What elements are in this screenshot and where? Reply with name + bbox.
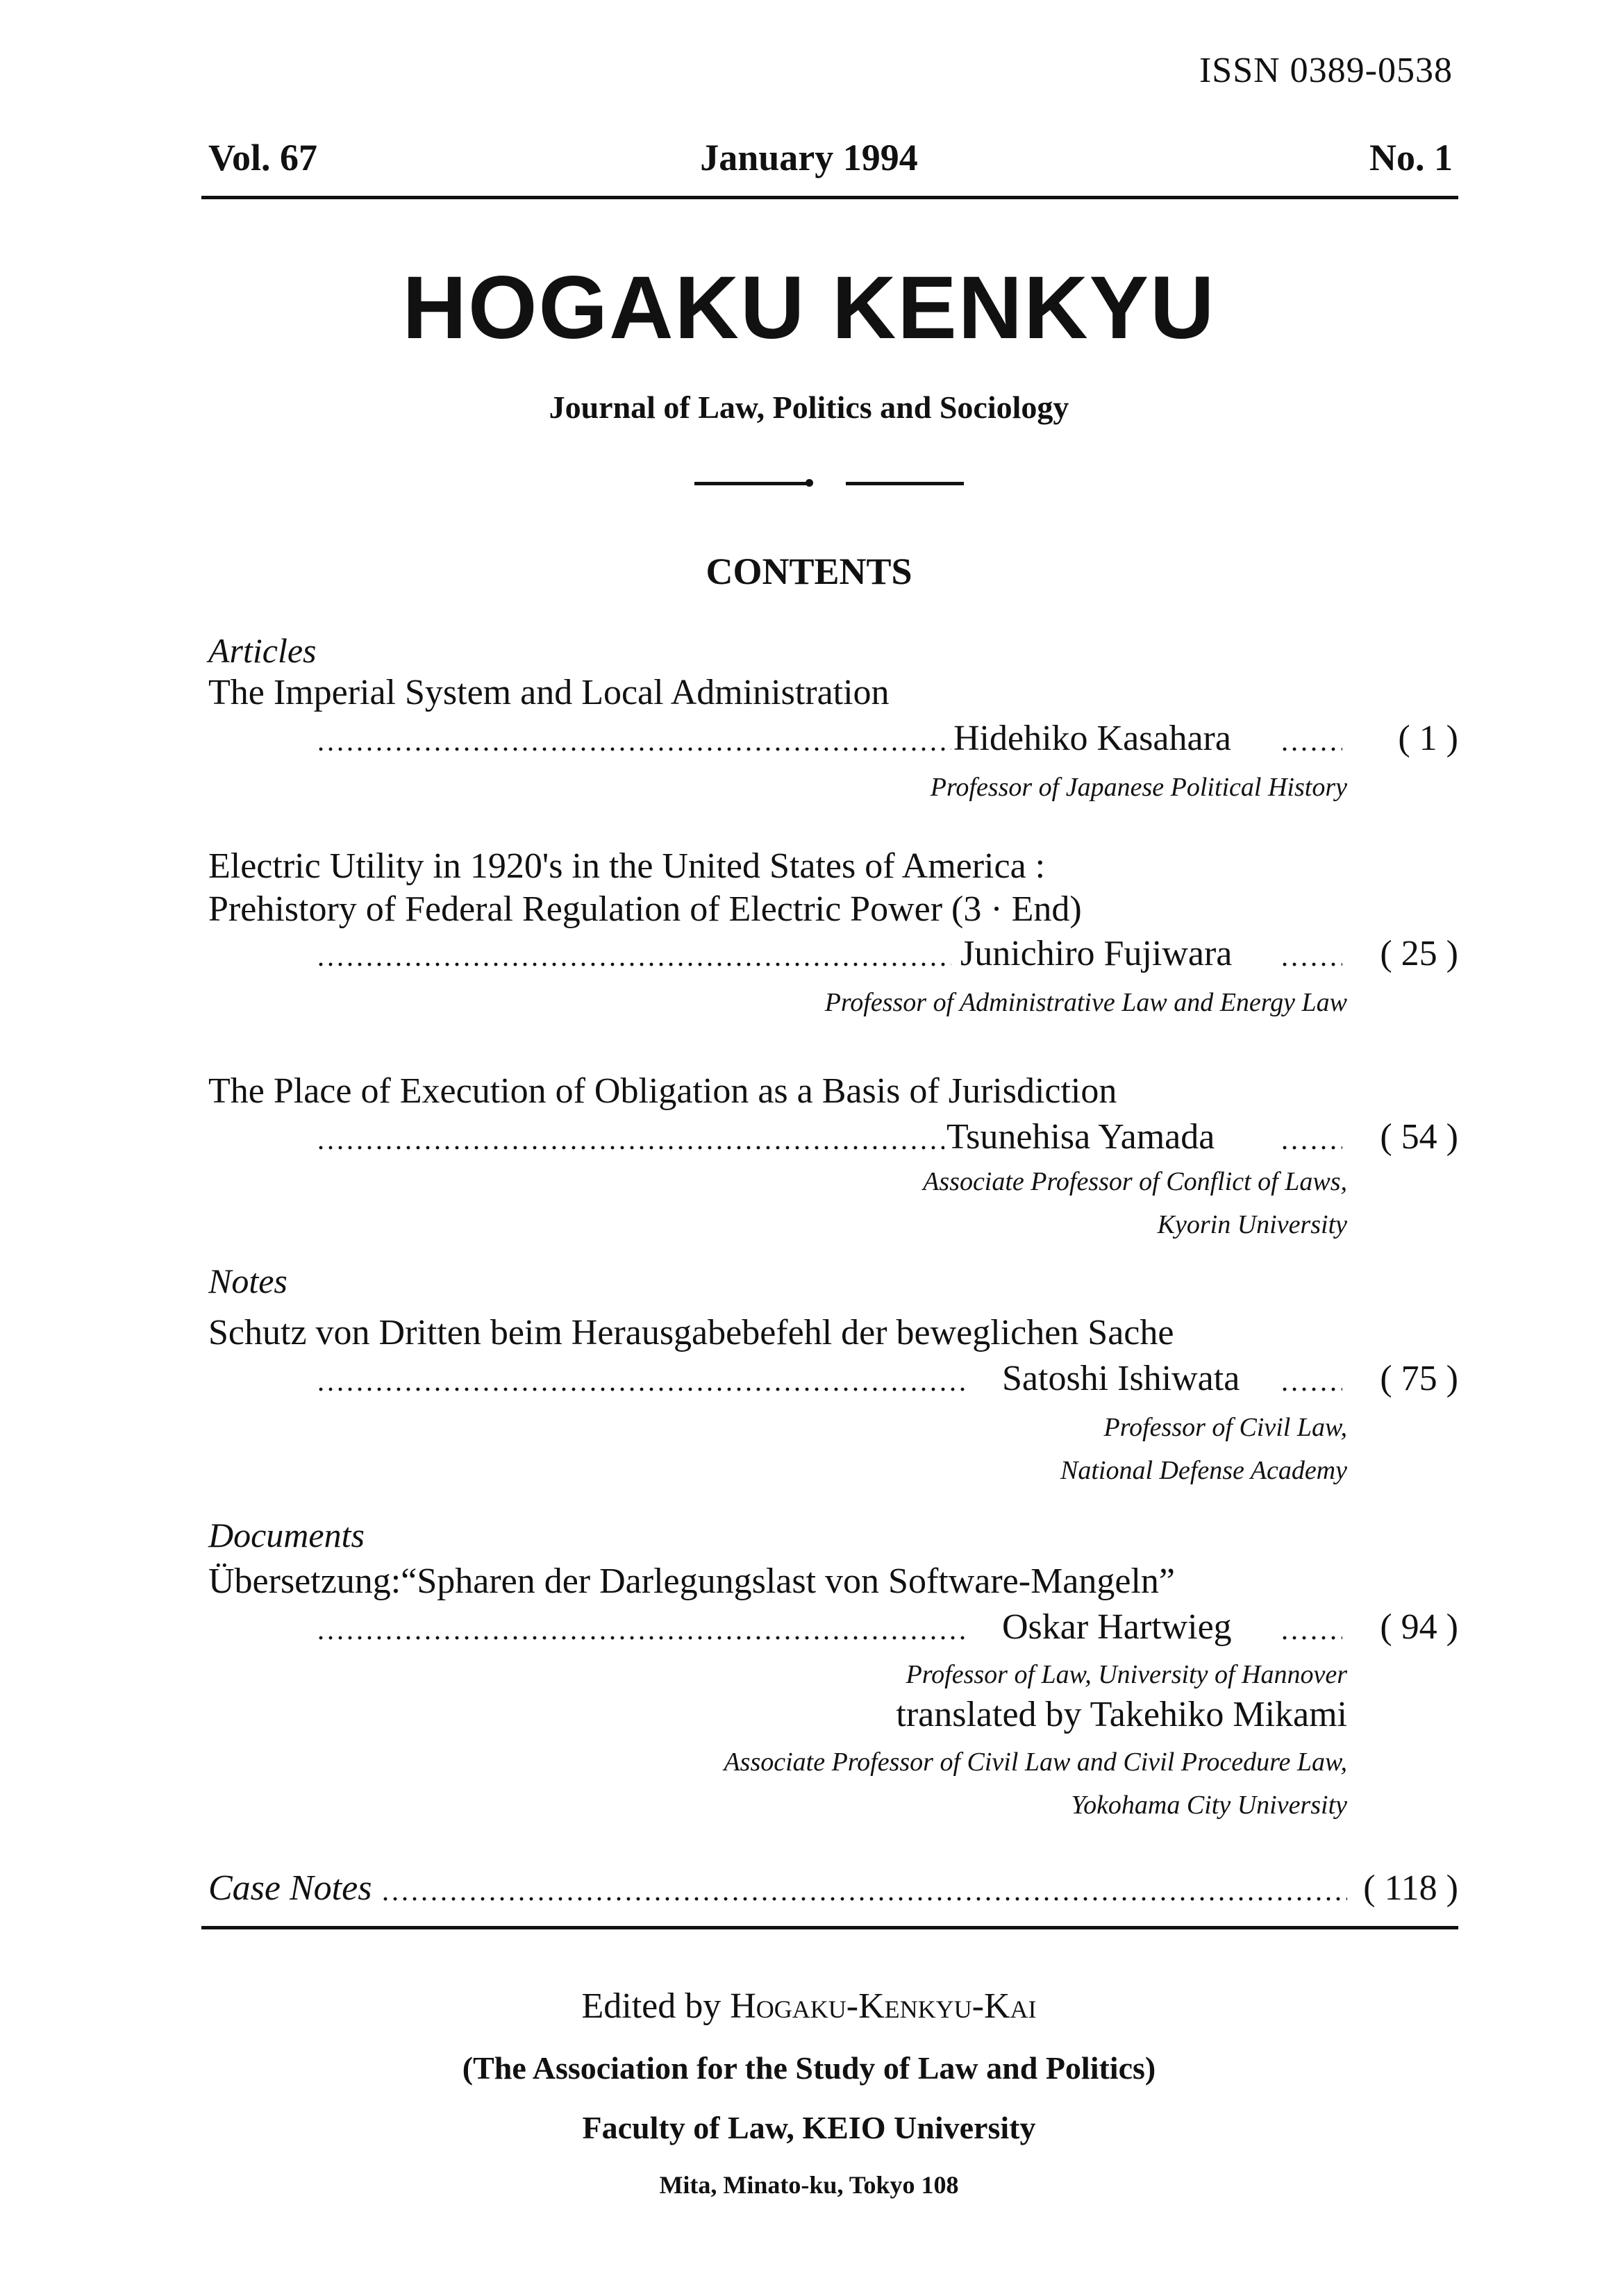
contents-heading: CONTENTS bbox=[706, 551, 912, 592]
author-affiliation: Professor of Civil Law, bbox=[1103, 1413, 1347, 1442]
ornament-dot bbox=[806, 479, 813, 487]
issue-number: No. 1 bbox=[1369, 137, 1453, 178]
footer-rule bbox=[201, 1926, 1458, 1929]
leader-dots bbox=[316, 747, 951, 751]
issue-date: January 1994 bbox=[700, 137, 918, 178]
page-number: ( 118 ) bbox=[1363, 1868, 1458, 1908]
section-documents: Documents bbox=[208, 1516, 365, 1555]
leader-dots bbox=[316, 1387, 969, 1391]
author-affiliation: National Defense Academy bbox=[1060, 1456, 1347, 1485]
author-name: Tsunehisa Yamada bbox=[946, 1117, 1215, 1157]
leader-dots bbox=[1280, 1387, 1342, 1391]
translator-affiliation: Associate Professor of Civil Law and Civil Procedure Law, bbox=[724, 1748, 1347, 1777]
volume-number: Vol. 67 bbox=[208, 137, 318, 178]
toc-entry bbox=[316, 1358, 1458, 1404]
author-affiliation: Professor of Japanese Political History bbox=[930, 773, 1347, 802]
leader-dots bbox=[381, 1897, 1347, 1901]
section-notes: Notes bbox=[208, 1262, 287, 1300]
page-number: ( 25 ) bbox=[1380, 934, 1458, 973]
author-affiliation: Professor of Law, University of Hannover bbox=[906, 1660, 1347, 1689]
leader-dots bbox=[316, 1636, 969, 1640]
page-number: ( 94 ) bbox=[1380, 1607, 1458, 1647]
toc-entry bbox=[316, 933, 1458, 979]
page-number: ( 75 ) bbox=[1380, 1359, 1458, 1398]
leader-dots bbox=[316, 962, 951, 966]
toc-entry bbox=[316, 1116, 1458, 1162]
page-number: ( 1 ) bbox=[1398, 719, 1458, 758]
toc-entry bbox=[316, 1607, 1458, 1652]
author-name: Hidehiko Kasahara bbox=[953, 719, 1231, 758]
translator-affiliation: Yokohama City University bbox=[1071, 1791, 1347, 1820]
article-title: Electric Utility in 1920's in the United States of America : bbox=[208, 846, 1046, 886]
author-name: Junichiro Fujiwara bbox=[960, 934, 1233, 973]
article-title: Schutz von Dritten beim Herausgabebefehl der beweglichen Sache bbox=[208, 1313, 1174, 1352]
article-title: Prehistory of Federal Regulation of Electric Power (3 · End) bbox=[208, 889, 1082, 929]
association-name: (The Association for the Study of Law and Politics) bbox=[462, 2050, 1156, 2086]
article-title: The Imperial System and Local Administration bbox=[208, 673, 890, 712]
leader-dots bbox=[1280, 1146, 1342, 1150]
section-articles: Articles bbox=[208, 631, 317, 670]
header-rule bbox=[201, 196, 1458, 199]
leader-dots bbox=[1280, 1636, 1342, 1640]
article-title: Übersetzung:“Spharen der Darlegungslast von Software-Mangeln” bbox=[208, 1561, 1175, 1601]
toc-entry-case-notes bbox=[208, 1868, 1458, 1913]
article-title: The Place of Execution of Obligation as a Basis of Jurisdiction bbox=[208, 1071, 1117, 1111]
translator-name: translated by Takehiko Mikami bbox=[896, 1695, 1347, 1734]
issn-number: ISSN 0389-0538 bbox=[1199, 51, 1453, 90]
author-name: Oskar Hartwieg bbox=[1002, 1607, 1232, 1647]
journal-title: HOGAKU KENKYU bbox=[402, 258, 1216, 358]
faculty-name: Faculty of Law, KEIO University bbox=[582, 2110, 1036, 2145]
ornament-line-right bbox=[846, 482, 964, 485]
author-affiliation: Professor of Administrative Law and Energy Law bbox=[824, 988, 1347, 1017]
edited-by bbox=[0, 1986, 1618, 2027]
page-number: ( 54 ) bbox=[1380, 1117, 1458, 1157]
ornament-divider bbox=[0, 474, 1618, 494]
section-case-notes: Case Notes bbox=[208, 1868, 372, 1908]
toc-entry bbox=[316, 718, 1458, 764]
address: Mita, Minato-ku, Tokyo 108 bbox=[659, 2171, 959, 2199]
edited-by-prefix: Edited by bbox=[581, 1986, 722, 2026]
leader-dots bbox=[316, 1146, 944, 1150]
ornament-line-left bbox=[694, 482, 812, 485]
author-affiliation: Kyorin University bbox=[1157, 1210, 1347, 1239]
leader-dots bbox=[1280, 962, 1342, 966]
leader-dots bbox=[1280, 747, 1342, 751]
author-name: Satoshi Ishiwata bbox=[1002, 1359, 1240, 1398]
journal-subtitle: Journal of Law, Politics and Sociology bbox=[549, 389, 1069, 425]
editor-name: Hogaku-Kenkyu-Kai bbox=[730, 1986, 1037, 2026]
author-affiliation: Associate Professor of Conflict of Laws, bbox=[923, 1167, 1347, 1196]
